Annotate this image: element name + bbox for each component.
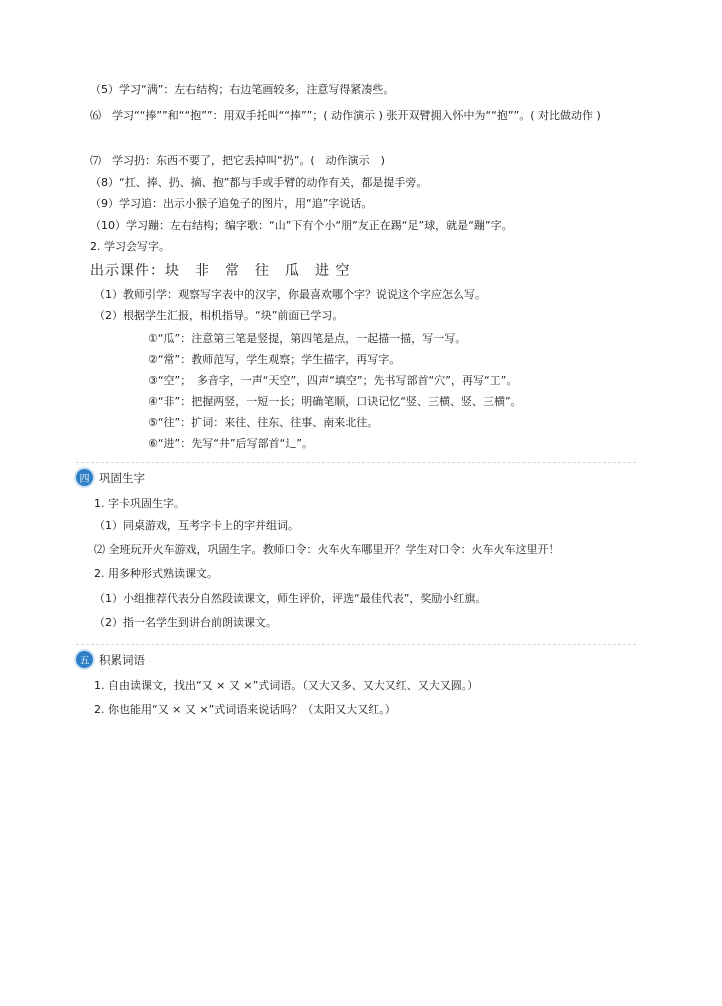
text-line: （9）学习追：出示小猴子追兔子的图片，用“追”字说话。 xyxy=(90,197,373,210)
text-line: 2. 学习会写字。 xyxy=(90,240,170,253)
text-line: 1. 自由读课文，找出“又 × 又 ×”式词语。（又大又多、又大又红、又大又圆。） xyxy=(94,679,479,692)
text-line: ⑤“往”：扩词：来往、往东、往事、南来北往。 xyxy=(148,416,379,429)
text-line: （10）学习蹦：左右结构；编字歌：“山”下有个小“朋”友正在踢“足”球，就是“蹦”字。 xyxy=(90,219,513,232)
text-line: ⑺ 学习扔：东西不要了，把它丢掉叫“扔”。( 动作演示 ) xyxy=(90,154,385,167)
section-number-badge: 五 xyxy=(76,651,93,668)
section-number-badge: 四 xyxy=(76,469,93,486)
text-line: ②“常”：教师范写，学生观察；学生描字，再写字。 xyxy=(148,353,401,366)
text-line: ⑥“进”：先写“井”后写部首“辶”。 xyxy=(148,437,314,450)
section-heading xyxy=(76,469,145,486)
text-line: ⑵ 全班玩开火车游戏，巩固生字。教师口令：火车火车哪里开？学生对口令：火车火车这里开！ xyxy=(94,543,560,556)
text-line: 2. 用多种形式熟读课文。 xyxy=(94,567,218,580)
courseware-heading: 出示课件：块 非 常 往 瓜 进 空 xyxy=(90,263,351,279)
text-line: ③“空”； 多音字，一声“天空”，四声“填空”；先书写部首“穴”，再写“工”。 xyxy=(148,374,518,387)
text-line: 1. 字卡巩固生字。 xyxy=(94,497,185,510)
text-line: （2）根据学生汇报，相机指导。“块”前面已学习。 xyxy=(94,309,344,322)
section-heading xyxy=(76,651,145,668)
section-divider xyxy=(76,462,636,463)
text-line: （2）指一名学生到讲台前朗读课文。 xyxy=(94,616,277,629)
text-line: 2. 你也能用“又 × 又 ×”式词语来说话吗？（太阳又大又红。） xyxy=(94,703,396,716)
text-line: （8）“扛、捧、扔、摘、抱”都与手或手臂的动作有关，都是提手旁。 xyxy=(90,176,428,189)
text-line: （1）教师引学：观察写字表中的汉字，你最喜欢哪个字？说说这个字应怎么写。 xyxy=(94,288,486,301)
text-paragraph: ⑹ 学习““捧””和““抱””：用双手托叫““捧””；( 动作演示 ) 张开双臂拥入怀中为““抱””。( 对比做动作 ) xyxy=(90,109,601,122)
text-line: ①“瓜”：注意第三笔是竖提，第四笔是点，一起描一描，写一写。 xyxy=(148,332,467,345)
text-line: （1）同桌游戏，互考字卡上的字并组词。 xyxy=(94,519,299,532)
text-line: （1）小组推荐代表分自然段读课文，师生评价，评选“最佳代表”，奖励小红旗。 xyxy=(94,592,487,605)
section-title: 积累词语 xyxy=(99,652,145,667)
section-title: 巩固生字 xyxy=(99,470,145,485)
section-divider xyxy=(76,644,636,645)
text-line: ④“非”：把握两竖，一短一长；明确笔顺，口诀记忆“竖、三横、竖、三横”。 xyxy=(148,395,522,408)
text-line: （5）学习“满”：左右结构；右边笔画较多，注意写得紧凑些。 xyxy=(90,83,395,96)
